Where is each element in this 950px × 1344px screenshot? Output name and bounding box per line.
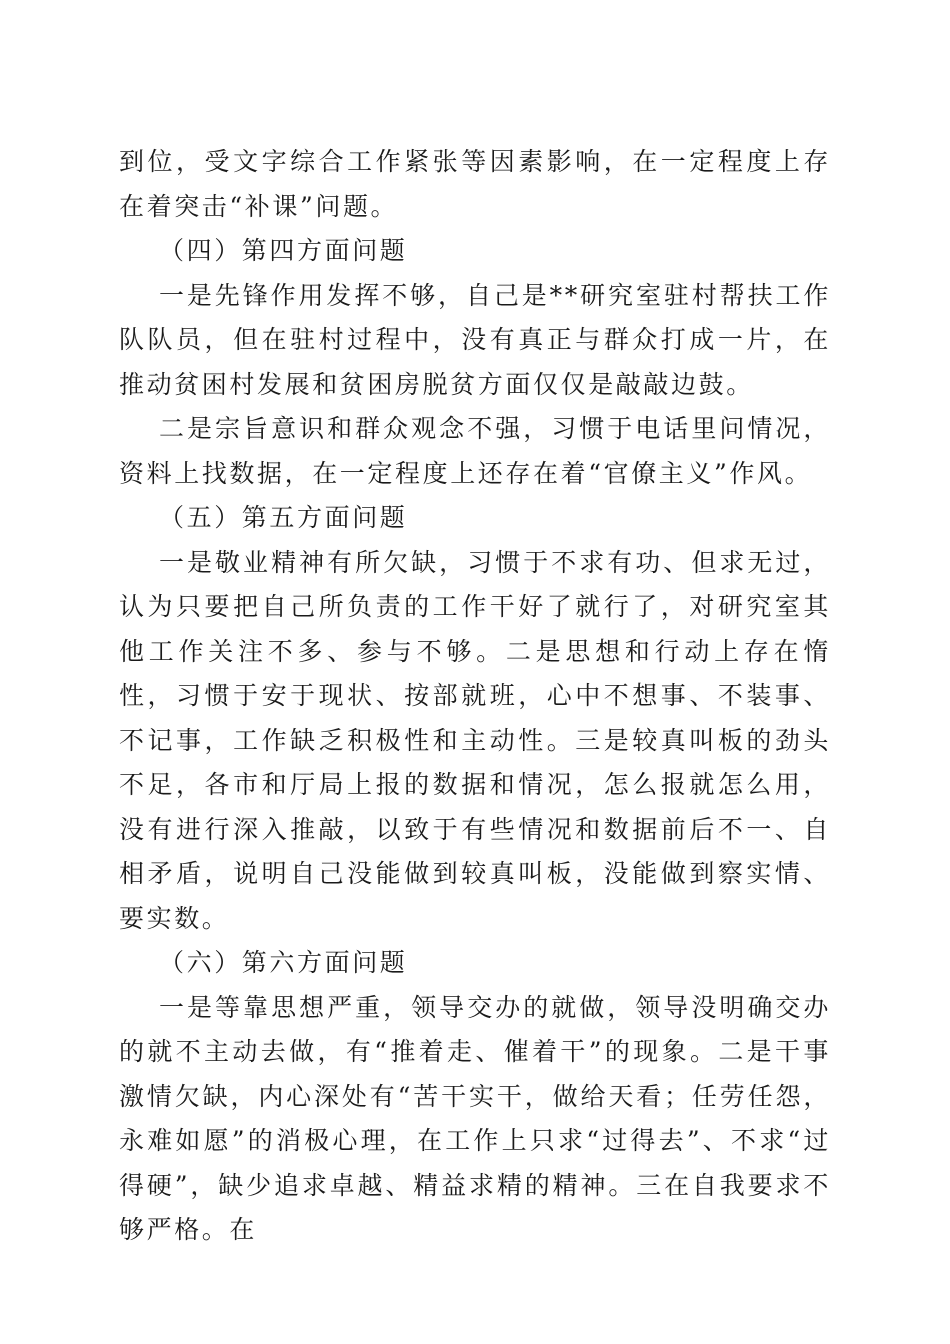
- paragraph-6-1: 一是等靠思想严重，领导交办的就做，领导没明确交办的就不主动去做，有“推着走、催着干”的现象。二是干事激情欠缺，内心深处有“苦干实干，做给天看；任劳任怨，永难如愿”的消极心理，在工作上只求“过得去”、不求“过得硬”，缺少追求卓越、精益求精的精神。三在自我要求不够严格。在: [119, 992, 831, 1244]
- paragraph-4-1: 一是先锋作用发挥不够，自己是**研究室驻村帮扶工作队队员，但在驻村过程中，没有真正与群众打成一片，在推动贫困村发展和贫困房脱贫方面仅仅是敲敲边鼓。: [119, 280, 831, 399]
- document-body: [119, 140, 831, 1253]
- paragraph-5-1: 一是敬业精神有所欠缺，习惯于不求有功、但求无过，认为只要把自己所负责的工作干好了就行了，对研究室其他工作关注不多、参与不够。二是思想和行动上存在惰性，习惯于安于现状、按部就班，心中不想事、不装事、不记事，工作缺乏积极性和主动性。三是较真叫板的劲头不足，各市和厅局上报的数据和情况，怎么报就怎么用，没有进行深入推敲，以致于有些情况和数据前后不一、自相矛盾，说明自己没能做到较真叫板，没能做到察实情、要实数。: [119, 547, 831, 933]
- section-heading-5: （五）第五方面问题: [159, 503, 408, 532]
- section-heading-6: （六）第六方面问题: [159, 948, 408, 977]
- paragraph-continuation: 到位，受文字综合工作紧张等因素影响，在一定程度上存在着突击“补课”问题。: [119, 147, 831, 221]
- section-heading-4: （四）第四方面问题: [159, 236, 408, 265]
- paragraph-4-2: 二是宗旨意识和群众观念不强，习惯于电话里问情况，资料上找数据，在一定程度上还存在着“官僚主义”作风。: [119, 414, 831, 488]
